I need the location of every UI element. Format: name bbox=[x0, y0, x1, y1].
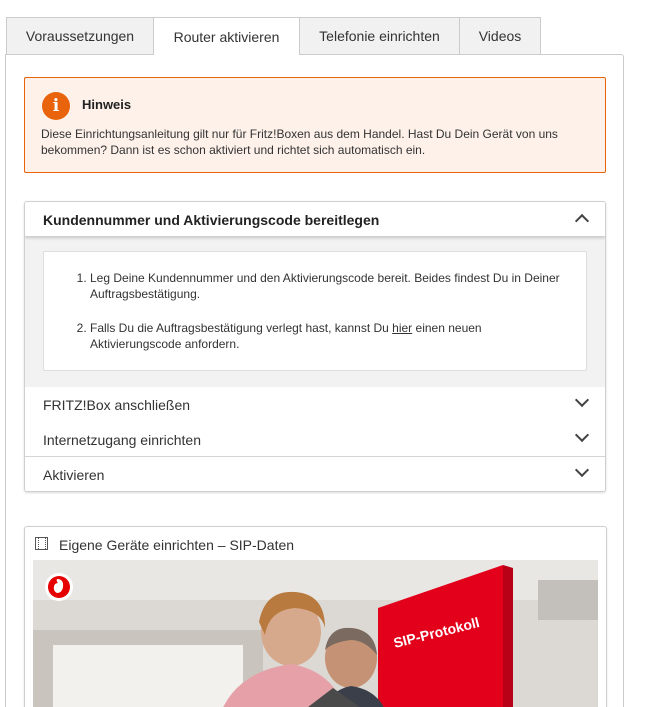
tab-telefonie-einrichten[interactable]: Telefonie einrichten bbox=[299, 17, 460, 54]
notice-title: Hinweis bbox=[82, 97, 132, 112]
step-text: einen neuen Aktivierungscode anfordern. bbox=[90, 321, 482, 351]
chevron-down-icon[interactable] bbox=[575, 428, 589, 442]
accordion-header-kundennummer[interactable] bbox=[25, 202, 605, 237]
tab-voraussetzungen[interactable]: Voraussetzungen bbox=[6, 17, 154, 54]
accordion-row-internetzugang[interactable] bbox=[25, 422, 605, 457]
video-player[interactable] bbox=[33, 560, 598, 707]
steps-list bbox=[90, 270, 566, 370]
accordion-body bbox=[25, 237, 605, 387]
video-thumbnail bbox=[33, 560, 598, 707]
tab-videos[interactable]: Videos bbox=[459, 17, 541, 54]
tab-router-aktivieren[interactable]: Router aktivieren bbox=[153, 17, 300, 55]
sip-protokoll-banner: SIP-Protokoll bbox=[391, 614, 482, 651]
step-item bbox=[90, 320, 566, 352]
request-code-link[interactable]: hier bbox=[392, 321, 413, 335]
accordion-row-label: Internetzugang einrichten bbox=[43, 432, 201, 448]
tab-bar bbox=[6, 17, 540, 55]
chevron-down-icon[interactable] bbox=[575, 463, 589, 477]
notice-text: Diese Einrichtungsanleitung gilt nur für Fritz!Boxen aus dem Handel. Hast Du Dein Gerät von uns bekommen? Dann ist es schon aktiviert und richtet sich automatisch ein. bbox=[41, 127, 558, 157]
setup-accordion bbox=[24, 201, 606, 492]
accordion-row-fritzbox-anschliessen[interactable] bbox=[25, 387, 605, 422]
chevron-down-icon[interactable] bbox=[575, 393, 589, 407]
steps-box bbox=[43, 251, 587, 371]
step-item: 1. Leg Deine Kundennummer und den Aktivierungscode bereit. Beides findest Du in Deiner Auftragsbestätigung. bbox=[90, 270, 566, 302]
video-title: Eigene Geräte einrichten – SIP-Daten bbox=[59, 537, 295, 553]
step-text: Falls Du die Auftragsbestätigung verlegt hast, kannst Du bbox=[90, 321, 393, 335]
chevron-up-icon[interactable] bbox=[575, 214, 589, 228]
accordion-row-aktivieren[interactable] bbox=[25, 457, 605, 492]
video-card bbox=[24, 526, 607, 707]
accordion-row-label: Aktivieren bbox=[43, 467, 105, 483]
accordion-row-label: FRITZ!Box anschließen bbox=[43, 397, 191, 413]
film-icon bbox=[35, 537, 48, 550]
info-icon: i bbox=[42, 92, 70, 120]
accordion-header-label: Kundennummer und Aktivierungscode bereitlegen bbox=[43, 212, 380, 228]
notice-box bbox=[24, 77, 606, 173]
